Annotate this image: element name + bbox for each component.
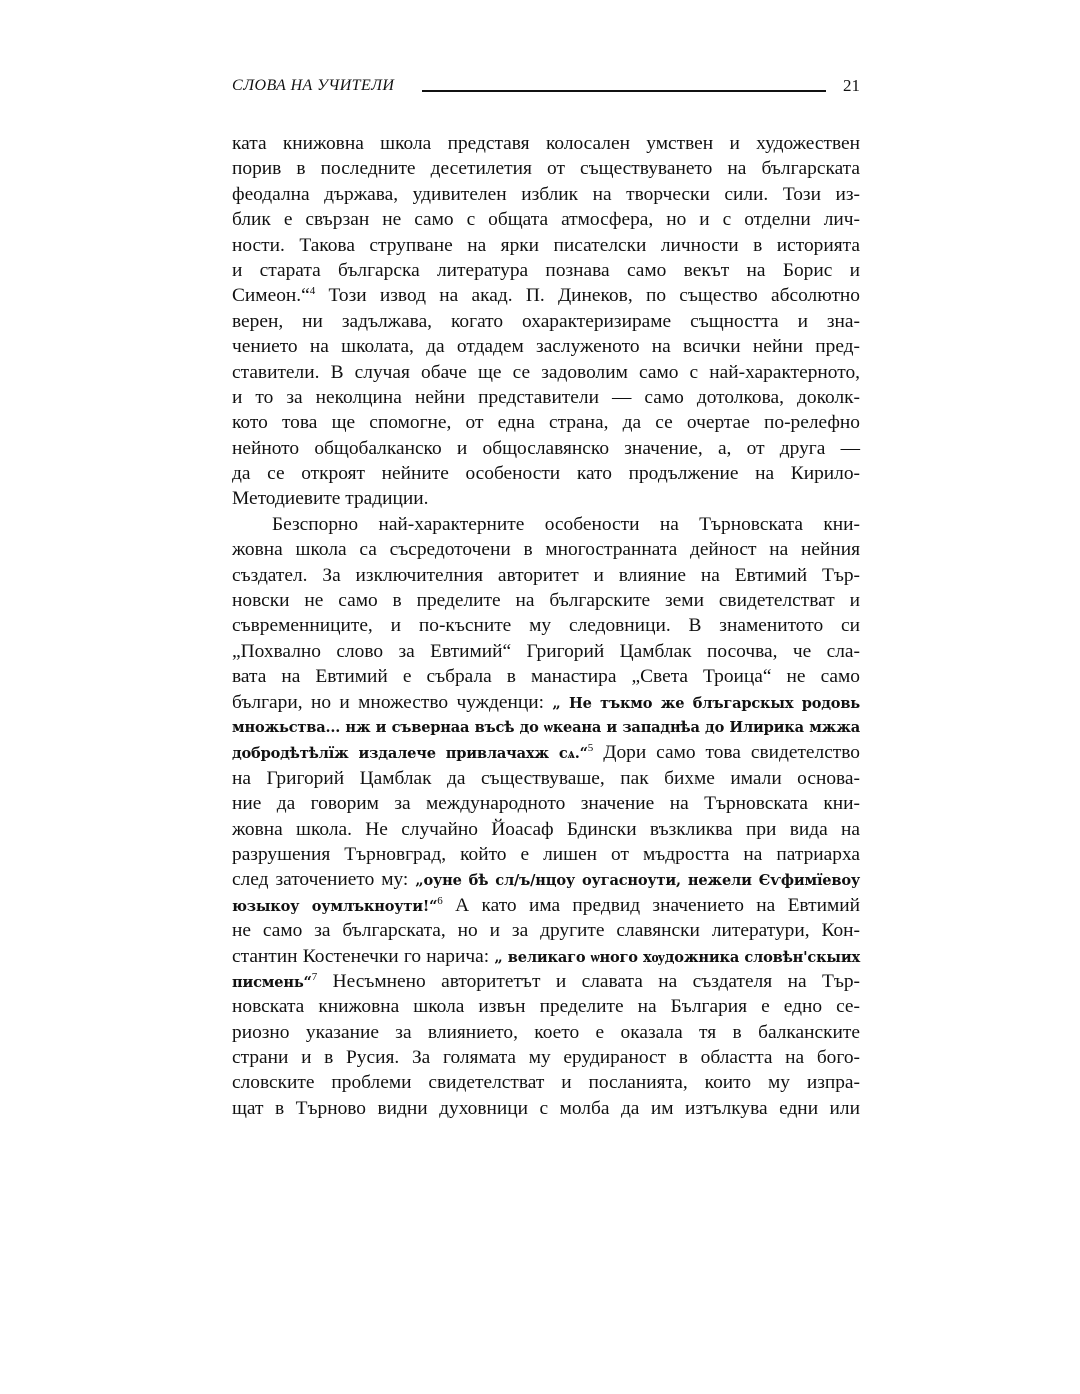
footnote-ref: 4 xyxy=(309,285,316,298)
footnote-ref: 7 xyxy=(311,970,318,983)
paragraph-1 xyxy=(232,131,860,512)
old-bulgarian-quote: добродѣтѣлїж издалече привлачахж сѧ.“ xyxy=(232,745,588,763)
running-title: СЛОВА НА УЧИТЕЛИ xyxy=(232,77,395,94)
old-bulgarian-quote-line: множьства... нж и съвернаа въсѣ до ѡкеана и западнѣа до Илирика мжжа xyxy=(232,718,860,736)
text-line: новски не само в пределите на българските земи свидетелстват и xyxy=(232,590,860,612)
text-line: „Похвално слово за Евтимий“ Григорий Цамблак посочва, че сла- xyxy=(232,640,860,662)
text-line xyxy=(232,893,860,918)
text-line: ставители. В случая обаче ще се задоволим само с най-характерното, xyxy=(232,361,860,383)
text-segment: Дори само това свидетелство xyxy=(593,742,860,764)
text-line xyxy=(232,690,860,715)
text-line xyxy=(232,283,860,308)
body-text xyxy=(232,131,860,1121)
text-line: разрушения Търновград, който е лишен от мъдростта на патриарха xyxy=(232,843,860,865)
text-line: словските проблеми свидетелстват и посланията, които му изпра- xyxy=(232,1072,860,1094)
paragraph-2 xyxy=(232,512,860,1121)
footnote-ref: 6 xyxy=(437,894,443,907)
text-line: не само за българската, но и за другите славянски литератури, Кон- xyxy=(232,920,860,942)
old-bulgarian-quote: „оуне бѣ сл/ъ/нцоу оугасноути, нежели Єѵфимїевоу xyxy=(415,872,860,890)
text-line: и то за неколцина нейни представители — само дотолкова, доколк- xyxy=(232,386,860,408)
text-line: страни и в Русия. За голямата му ерудираност в областта на бого- xyxy=(232,1047,860,1069)
text-line: верен, ни задължава, когато охарактеризираме същността и зна- xyxy=(232,310,860,332)
text-line xyxy=(232,740,860,765)
text-segment: А като има предвид значението на Евтимий xyxy=(442,894,860,916)
footnote-ref: 5 xyxy=(587,742,594,755)
old-bulgarian-quote: „ Не тъкмо же блъгарскых родовь xyxy=(552,694,860,712)
text-line: риозно указание за влиянието, което е оказала тя в балканските xyxy=(232,1021,860,1043)
text-line: блик е свързан не само с общата атмосфера, но и с отделни лич- xyxy=(232,209,860,231)
text-line: порив в последните десетилетия от съществуването на българската xyxy=(232,158,860,180)
text-line: ние да говорим за международното значение на Търновската кни- xyxy=(232,793,860,815)
text-line: съвременниците, и по-късните му следовници. В знаменитото си xyxy=(232,615,860,637)
text-line: ката книжовна школа представя колосален умствен и художествен xyxy=(232,133,860,154)
text-line xyxy=(232,944,860,969)
text-line xyxy=(232,867,860,892)
text-line: Безспорно най-характерните особености на Търновската кни- xyxy=(272,513,860,535)
text-line: нейното общобалканско и общославянско значение, а, от друга — xyxy=(232,437,860,459)
text-segment: стантин Костенечки го нарича: xyxy=(232,945,495,967)
text-line: ности. Такова струпване на ярки писателски личности в историята xyxy=(232,234,860,256)
text-line: вата на Евтимий е събрала в манастира „Света Троица“ не само xyxy=(232,666,860,688)
text-segment: Несъмнено авторитетът и славата на създателя на Тър- xyxy=(317,970,860,992)
text-line: новската книжовна школа извън пределите на България е едно се- xyxy=(232,996,860,1018)
text-segment: след заточението му: xyxy=(232,869,416,891)
header-rule xyxy=(422,90,826,92)
text-segment: Симеон.“ xyxy=(232,285,310,307)
text-segment: Този извод на акад. П. Динеков, по същество абсолютно xyxy=(315,285,860,307)
text-line: кото това ще спомогне, от една страна, да се очертае по-релефно xyxy=(232,412,860,434)
old-bulgarian-quote: писмень“ xyxy=(232,973,312,991)
text-line: жовна школа са съсредоточени в многостранната дейност на нейния xyxy=(232,539,860,561)
old-bulgarian-quote: юзыкоу оумлъкноути!“ xyxy=(232,897,438,915)
text-line: феодална държава, удивителен изблик на творчески сили. Този из- xyxy=(232,183,860,205)
text-segment: българи, но и множество чужденци: xyxy=(232,691,553,713)
text-line: жовна школа. Не случайно Йоасаф Бдински възкликва при вида на xyxy=(232,818,860,840)
page-header xyxy=(232,76,860,100)
old-bulgarian-quote: „ великаго ѡного хѹдожника словѣн'скыих xyxy=(494,948,860,966)
text-line: на Григорий Цамблак да съществуваше, пак бихме имали основа- xyxy=(232,767,860,789)
text-line: създател. За изключителния авторитет и влияние на Евтимий Тър- xyxy=(232,564,860,586)
text-line: Методиевите традиции. xyxy=(232,488,429,510)
page-number: 21 xyxy=(843,76,860,95)
text-line: щат в Търново видни духовници с молба да им изтълкува едни или xyxy=(232,1097,860,1119)
text-line: и старата българска литература познава само векът на Борис и xyxy=(232,259,860,281)
text-line: чението на школата, да отдадем заслуженото на всички нейни пред- xyxy=(232,336,860,358)
text-line xyxy=(232,969,860,994)
text-line: да се откроят нейните особености като продължение на Кирило- xyxy=(232,463,860,485)
